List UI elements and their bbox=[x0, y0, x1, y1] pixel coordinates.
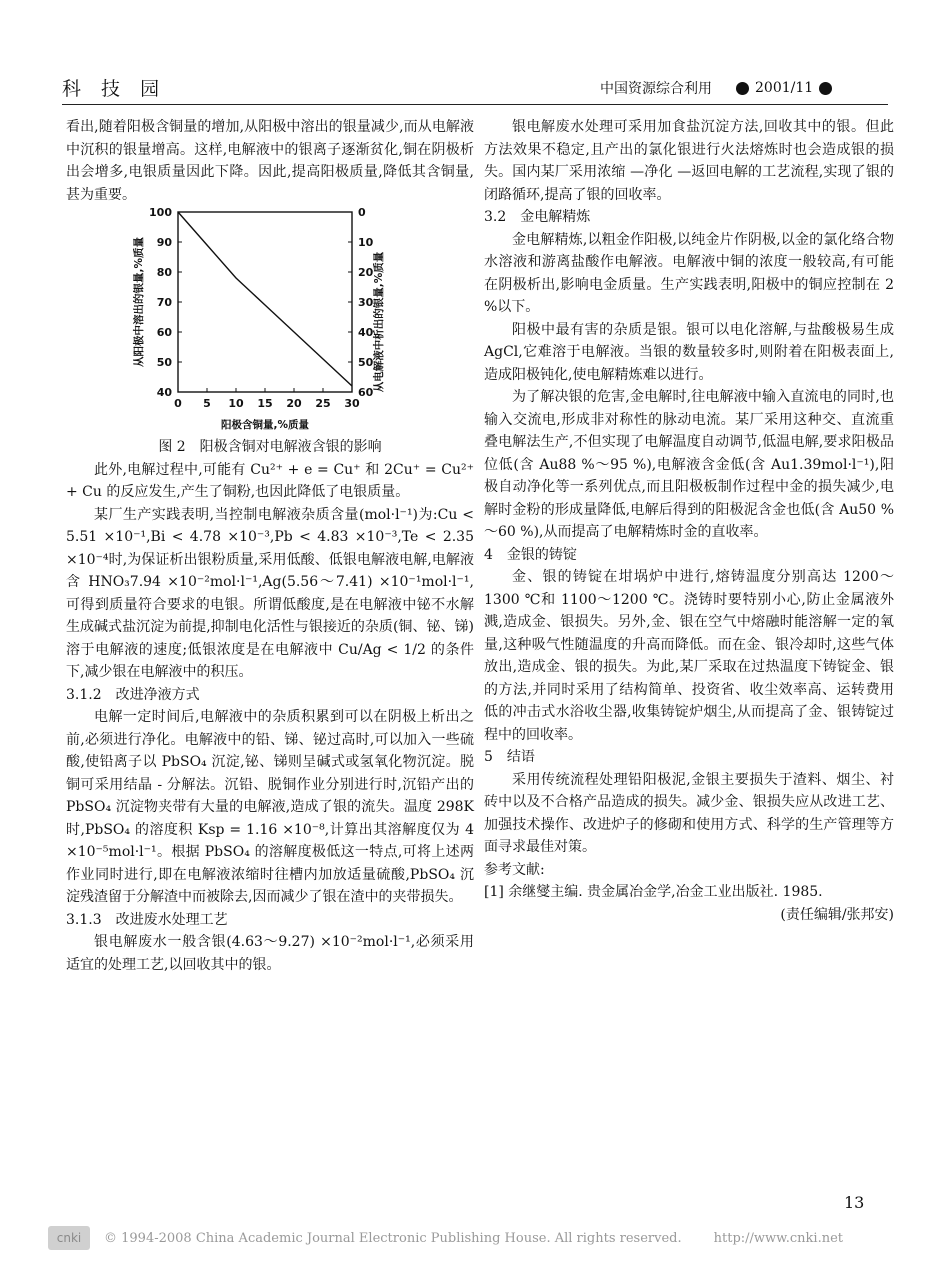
bullet-icon bbox=[736, 82, 749, 95]
issue-date: 2001/11 bbox=[755, 80, 814, 96]
x-tick-label: 25 bbox=[315, 397, 331, 410]
copyright-text: © 1994-2008 China Academic Journal Electronic Publishing House. All rights reserved. bbox=[104, 1230, 682, 1246]
paragraph: 阳极中最有害的杂质是银。银可以电化溶解,与盐酸极易生成 AgCl,它难溶于电解液。当银的数量较多时,则附着在阳极表面上,造成阳极钝化,使电解精炼难以进行。 bbox=[484, 321, 894, 383]
x-tick-label: 5 bbox=[203, 397, 211, 410]
y-right-tick-label: 20 bbox=[358, 266, 374, 279]
y-left-tick-label: 90 bbox=[156, 236, 172, 249]
y-left-tick-label: 60 bbox=[156, 326, 172, 339]
y-right-tick-label: 40 bbox=[358, 326, 374, 339]
editor-credit: (责任编辑/张邦安) bbox=[780, 906, 894, 923]
paragraph: 银电解废水处理可采用加食盐沉淀方法,回收其中的银。但此方法效果不稳定,且产出的氯化银进行火法熔炼时也会造成银的损失。国内某厂采用浓缩 —净化 —返回电解的工艺流程,实现了银的闭路循环,提高了银的回收率。 bbox=[484, 119, 894, 203]
paragraph: 为了解决银的危害,金电解时,往电解液中输入直流电的同时,也输入交流电,形成非对称性的脉动电流。某厂采用这种交、直流重叠电解法生产,不但实现了电解温度自动调节,低温电解,要求阳极品位低(含 Au88 %～95 %),电解液含金低(含 Au1.39mol·l⁻¹),阳极自动净化等一系列优点,而且阳极板制作过程中金的损失减少,电解时金粉的形成量降低,电解后得到的阳极泥含金也低(含 Au50 %～60 %),从而提高了电解精炼时金的直收率。 bbox=[484, 389, 894, 540]
section-heading: 4 金银的铸锭 bbox=[484, 546, 577, 563]
y-left-tick-label: 100 bbox=[149, 206, 172, 219]
section-heading: 5 结语 bbox=[484, 749, 535, 765]
paragraph: 某厂生产实践表明,当控制电解液杂质含量(mol·l⁻¹)为:Cu < 5.51 ×10⁻¹,Bi < 4.78 ×10⁻³,Pb < 4.83 ×10⁻³,Te < 2.35 ×10⁻⁴时,为保证析出银粉质量,采用低酸、低银电解液电解,电解液含 HNO₃7.94 ×10⁻²mol·l⁻¹,Ag(5.56～7.41) ×10⁻¹mol·l⁻¹,可得到质量符合要求的电银。所谓低酸度,是在电解液中铋不水解生成碱式盐沉淀为前提,抑制电化活性与银接近的杂质(铜、铋、锑)溶于电解液的速度;低银浓度是在电解液中 Cu/Ag < 1/2 的条件下,减少银在电解液中的积压。 bbox=[66, 506, 474, 680]
section-heading: 3.1.2 改进净液方式 bbox=[66, 686, 200, 703]
section-heading: 3.2 金电解精炼 bbox=[484, 209, 591, 225]
page-number: 13 bbox=[844, 1193, 865, 1212]
figure-2 bbox=[66, 206, 474, 436]
figure-caption: 图 2 阳极含铜对电解液含银的影响 bbox=[158, 439, 382, 455]
section-heading: 3.1.3 改进废水处理工艺 bbox=[66, 911, 228, 928]
reference-item: [1] 余继燮主编. 贵金属冶金学,冶金工业出版社. 1985. bbox=[484, 884, 823, 900]
footer bbox=[48, 1226, 843, 1250]
footer-url[interactable]: http://www.cnki.net bbox=[713, 1230, 843, 1246]
x-tick-label: 15 bbox=[257, 397, 273, 410]
bullet-icon bbox=[819, 82, 832, 95]
x-tick-label: 30 bbox=[344, 397, 360, 410]
plot-frame bbox=[178, 212, 352, 392]
paragraph: 电解一定时间后,电解液中的杂质积累到可以在阴极上析出之前,必须进行净化。电解液中的铅、锑、铋过高时,可以加入一些硫酸,使铅离子以 PbSO₄ 沉淀,铋、锑则呈碱式或氢氧化物沉淀。脱铜可采用结晶 - 分解法。沉铅、脱铜作业分别进行时,沉铅产出的 PbSO₄ 沉淀物夹带有大量的电解液,造成了银的流失。温度 298K时,PbSO₄ 的溶度积 Ksp = 1.16 ×10⁻⁸,计算出其溶解度仅为 4 ×10⁻⁵mol·l⁻¹。根据 PbSO₄ 的溶解度极低这一特点,可将上述两作业同时进行,即在电解液浓缩时往槽内加放适量硫酸,PbSO₄ 沉淀残渣留于分解渣中而被除去,因而减少了银在渣中的夹带损失。 bbox=[66, 709, 474, 905]
paragraph: 此外,电解过程中,可能有 Cu²⁺ + e = Cu⁺ 和 2Cu⁺ = Cu²⁺ + Cu 的反应发生,产生了铜粉,也因此降低了电银质量。 bbox=[66, 461, 474, 500]
references-title: 参考文献: bbox=[484, 861, 545, 878]
series-line bbox=[178, 212, 352, 386]
section-title: 科 技 园 bbox=[62, 78, 167, 100]
y-right-tick-label: 60 bbox=[358, 386, 374, 399]
header-divider bbox=[62, 104, 888, 105]
paragraph: 金、银的铸锭在坩埚炉中进行,熔铸温度分别高达 1200～1300 ℃和 1100～1200 ℃。浇铸时要特别小心,防止金属液外溅,造成金、银损失。另外,金、银在空气中熔融时能溶解一定的氧量,这种吸气性随温度的升高而降低。而在金、银冷却时,这些气体放出,造成金、银的损失。为此,某厂采取在过热温度下铸锭金、银的方法,并同时采用了结构简单、投资省、收尘效率高、运转费用低的冲击式水浴收尘器,收集铸锭炉烟尘,从而提高了金、银铸锭过程中的回收率。 bbox=[484, 569, 894, 743]
x-tick-label: 20 bbox=[286, 397, 302, 410]
left-column bbox=[66, 116, 474, 976]
y-right-tick-label: 0 bbox=[358, 206, 366, 219]
right-column bbox=[484, 116, 894, 926]
paragraph: 看出,随着阳极含铜量的增加,从阳极中溶出的银量减少,而从电解液中沉积的银量增高。这样,电解液中的银离子逐渐贫化,铜在阴极析出会增多,电银质量因此下降。因此,提高阳极质量,降低其含铜量,甚为重要。 bbox=[66, 119, 474, 203]
x-axis-label: 阳极含铜量,%质量 bbox=[220, 419, 310, 431]
paragraph: 采用传统流程处理铅阳极泥,金银主要损失于渣料、烟尘、衬砖中以及不合格产品造成的损失。减少金、银损失应从改进工艺、加强技术操作、改进炉子的修砌和使用方式、科学的生产管理等方面寻求最佳对策。 bbox=[484, 771, 894, 855]
y-right-axis-label: 从电解液中析出的银量,%质量 bbox=[373, 251, 385, 393]
y-left-tick-label: 40 bbox=[156, 386, 172, 399]
y-right-tick-label: 30 bbox=[358, 296, 374, 309]
x-tick-label: 10 bbox=[228, 397, 244, 410]
y-left-tick-label: 50 bbox=[156, 356, 172, 369]
cnki-logo: cnki bbox=[48, 1226, 90, 1250]
y-right-tick-label: 50 bbox=[358, 356, 374, 369]
journal-name: 中国资源综合利用 bbox=[600, 81, 712, 97]
y-left-tick-label: 70 bbox=[156, 296, 172, 309]
y-left-tick-label: 80 bbox=[156, 266, 172, 279]
paragraph: 金电解精炼,以粗金作阳极,以纯金片作阴极,以金的氯化络合物水溶液和游离盐酸作电解液。电解液中铜的浓度一般较高,有可能在阴极析出,影响电金质量。生产实践表明,阳极中的铜应控制在 2 %以下。 bbox=[484, 231, 894, 315]
paragraph: 银电解废水一般含银(4.63～9.27) ×10⁻²mol·l⁻¹,必须采用适宜的处理工艺,以回收其中的银。 bbox=[66, 934, 474, 973]
y-left-axis-label: 从阳极中溶出的银量,%质量 bbox=[133, 236, 145, 368]
y-right-tick-label: 10 bbox=[358, 236, 374, 249]
x-tick-label: 0 bbox=[174, 397, 182, 410]
line-chart bbox=[66, 206, 474, 436]
journal-info bbox=[600, 78, 832, 98]
